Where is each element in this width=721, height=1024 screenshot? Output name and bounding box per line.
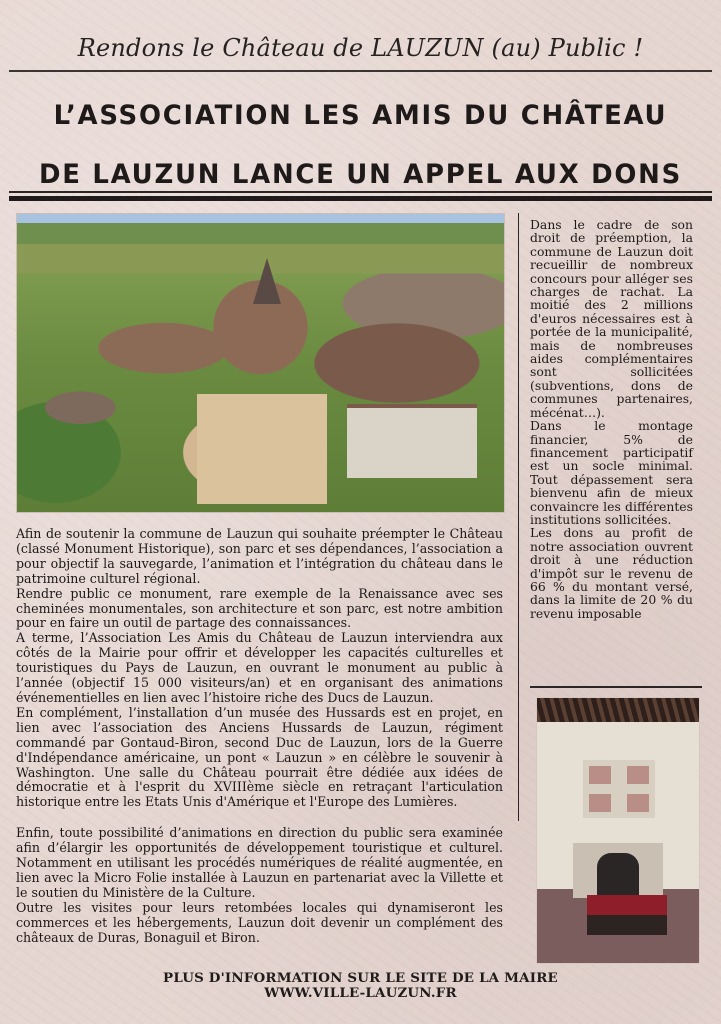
headline-divider-thick [9, 196, 712, 201]
article-paragraph: Enfin, toute possibilité d’animations en direction du public sera examinée afin d’élargir les opportunités de développement touristique et culturel. Notamment en utilisant les procédés numériques de réalité augmentée, en lien avec la Micro Folie installée à Lauzun en partenariat avec la Villette et le soutien du Ministère de la Culture. [16, 825, 503, 900]
sidebar-paragraph: Dans le montage financier, 5% de financement participatif est un socle minimal. Tout dépassement sera bienvenu afin de mieux convaincre les différentes institutions sollicitées. [530, 418, 693, 527]
footer-info-line: PLUS D'INFORMATION SUR LE SITE DE LA MAIRE [163, 970, 558, 986]
article-paragraph: Rendre public ce monument, rare exemple de la Renaissance avec ses cheminées monumentales, son architecture et son parc, est notre ambition pour en faire un outil de partage des connaissances. [16, 585, 503, 631]
headline-divider-thin [9, 191, 712, 193]
article-body [16, 527, 503, 945]
chateau-wing-shape [347, 404, 477, 478]
article-paragraph: Outre les visites pour leurs retombées locales qui dynamiseront les commerces et les hébergements, Lauzun doit devenir un complément des châteaux de Duras, Bonaguil et Biron. [16, 899, 503, 945]
article-paragraph: En complément, l’installation d’un musée des Hussards est en projet, en lien avec l’association des Anciens Hussards de Lauzun, régiment commandé par Gontaud-Biron, second Duc de Lauzun, lors de la Guerre d'Indépendance américaine, un pont « Lauzun » en célèbre le souvenir à Washington. Une salle du Château pourrait être dédiée aux idées de démocratie et à l'esprit du XVIIIème siècle en retraçant l'articulation historique entre les Etats Unis d'Amérique et l'Europe des Lumières. [16, 704, 503, 810]
kicker-title: Rendons le Château de LAUZUN (au) Public ! [77, 34, 644, 62]
article-paragraph: A terme, l’Association Les Amis du Château de Lauzun interviendra aux côtés de la Mairie pour offrir et développer les capacités culturelles et touristiques du Pays de Lauzun, en ouvrant le monument au public à l’année (objectif 15 000 visiteurs/an) et en organisant des animations événementielles en lien avec l’histoire riche des Ducs de Lauzun. [16, 630, 503, 705]
header-divider [9, 70, 712, 72]
sidebar-paragraph: Dans le cadre de son droit de préemption, la commune de Lauzun doit recueillir de nombreux concours pour alléger ses charges de rachat. La moitié des 2 millions d'euros nécessaires est à portée de la municipalité, mais de nombreuses aides complémentaires sont sollicitées (subventions, dons de communes partenaires, mécénat…). [530, 217, 693, 420]
table-shape [587, 895, 667, 935]
footer-website-link[interactable]: WWW.VILLE-LAUZUN.FR [264, 985, 457, 1001]
sidebar-column [530, 218, 693, 620]
marble-panel-shape [583, 760, 655, 818]
sidebar-divider [530, 686, 702, 688]
ceiling-beams-shape [537, 698, 699, 722]
sidebar-paragraph: Les dons au profit de notre association ouvrent droit à une réduction d'impôt sur le revenu de 66 % du montant versé, dans la limite de 20 % du revenu imposable [530, 525, 693, 621]
footer [0, 971, 721, 1001]
fireplace-photo [536, 697, 700, 964]
courtyard-shape [197, 394, 327, 504]
fireback-shape [597, 853, 639, 898]
headline-line-2: DE LAUZUN LANCE UN APPEL AUX DONS [39, 159, 682, 190]
headline [14, 86, 706, 204]
chateau-aerial-photo [16, 213, 505, 513]
tower-spire-shape [253, 258, 281, 304]
article-paragraph: Afin de soutenir la commune de Lauzun qui souhaite préempter le Château (classé Monument Historique), son parc et ses dépendances, l’association a pour objectif la sauvegarde, l’animation et l’intégration du château dans le patrimoine culturel régional. [16, 526, 503, 586]
headline-line-1: L’ASSOCIATION LES AMIS DU CHÂTEAU [53, 100, 668, 131]
column-divider [518, 213, 519, 821]
